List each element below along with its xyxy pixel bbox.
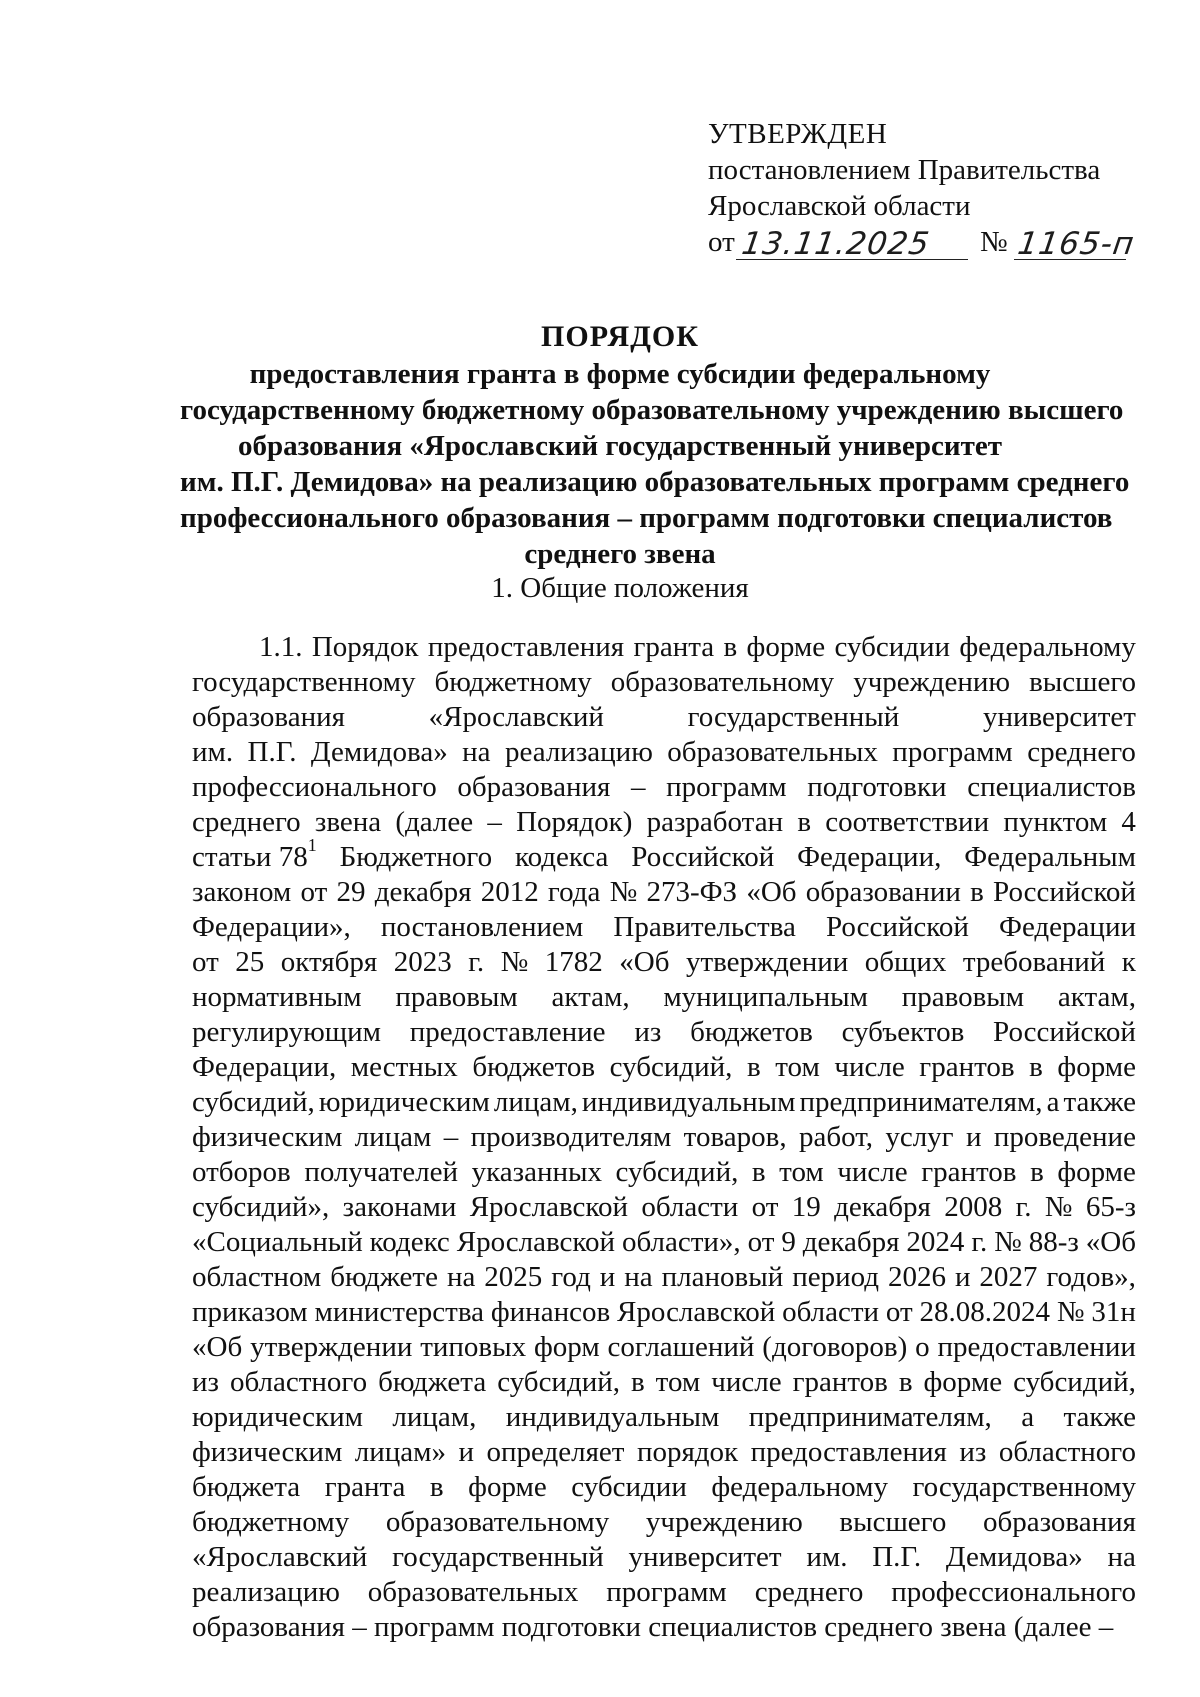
- paragraph-word: 2008: [944, 1191, 1003, 1223]
- paragraph-word: правовым: [901, 981, 1025, 1013]
- paragraph-word: высшего: [1029, 666, 1136, 698]
- paragraph-word: «Об: [1085, 1226, 1136, 1258]
- paragraph-word: (договоров): [762, 1331, 908, 1363]
- paragraph-word: от: [192, 946, 219, 978]
- paragraph-word: 273-ФЗ: [646, 876, 738, 908]
- paragraph-word: 2025: [484, 1261, 543, 1293]
- paragraph-word: государственному: [912, 1471, 1136, 1503]
- paragraph-word: г.: [1015, 1191, 1032, 1223]
- paragraph-word: среднего: [1027, 736, 1136, 768]
- paragraph-word: гранта: [633, 631, 715, 663]
- document-subtitle: [180, 356, 1130, 572]
- paragraph-word: том: [655, 1366, 701, 1398]
- paragraph-line: [192, 1575, 1136, 1610]
- paragraph-word: Ярославской: [617, 1296, 776, 1328]
- paragraph-word: из: [634, 1016, 662, 1048]
- paragraph-word: от: [300, 876, 328, 908]
- paragraph-word: а: [1021, 1401, 1035, 1433]
- paragraph-word: области»,: [621, 1226, 741, 1258]
- date-label: от: [708, 226, 735, 258]
- paragraph-word: производителям: [470, 1121, 672, 1153]
- paragraph-word: актам,: [551, 981, 630, 1013]
- paragraph-word: от: [885, 1296, 913, 1328]
- paragraph-line: [192, 980, 1136, 1015]
- approval-date-number-row: [708, 224, 1148, 264]
- paragraph-word: форме: [923, 1366, 1003, 1398]
- paragraph-word: услуг: [885, 1121, 954, 1153]
- paragraph-line: [192, 1295, 1136, 1330]
- paragraph-word: субъектов: [841, 1016, 965, 1048]
- paragraph-word: форм: [533, 1331, 600, 1363]
- paragraph-word: областном: [192, 1261, 322, 1293]
- paragraph-word: лицам: [354, 1121, 432, 1153]
- paragraph-word: профессионального: [891, 1576, 1136, 1608]
- paragraph-word: П.Г.: [872, 1541, 922, 1573]
- paragraph-word: субсидий»,: [192, 1191, 330, 1223]
- paragraph-word: –: [487, 806, 502, 838]
- paragraph-word: звена: [314, 806, 382, 838]
- paragraph-word: бюджета: [192, 1471, 301, 1503]
- approval-line-2: Ярославской области: [708, 190, 971, 222]
- subtitle-line: среднего звена: [524, 538, 716, 570]
- paragraph-line: [192, 1400, 1136, 1435]
- paragraph-word: области: [641, 1191, 739, 1223]
- paragraph-word: на: [1107, 1541, 1136, 1573]
- paragraph-word: образовательных: [667, 736, 878, 768]
- paragraph-word: приказом: [192, 1296, 308, 1328]
- paragraph-word: 65-з: [1085, 1191, 1136, 1223]
- paragraph-word: грантов: [919, 1051, 1015, 1083]
- paragraph-word: в: [429, 1471, 444, 1503]
- paragraph-word: товаров,: [683, 1121, 787, 1153]
- subtitle-line: предоставления гранта в форме субсидии федеральному: [249, 358, 991, 390]
- paragraph-word: правовым: [395, 981, 518, 1013]
- paragraph-line: [192, 1610, 1136, 1645]
- paragraph-word: Российской: [993, 876, 1136, 908]
- paragraph-word: также: [1063, 1401, 1136, 1433]
- paragraph-word: образования: [982, 1506, 1136, 1538]
- paragraph-word: числе: [711, 1366, 782, 1398]
- paragraph-word: г.: [971, 1226, 988, 1258]
- paragraph-word: в: [723, 631, 738, 663]
- paragraph-word: получателей: [304, 1156, 459, 1188]
- paragraph-word: образования – программ подготовки специалистов среднего звена (далее –: [192, 1611, 1114, 1643]
- paragraph-word: кодекс: [369, 1226, 450, 1258]
- paragraph-word: физическим: [192, 1436, 343, 1468]
- paragraph-word: в: [970, 876, 984, 908]
- paragraph-word: в: [746, 1051, 761, 1083]
- paragraph-word: год: [551, 1261, 591, 1293]
- paragraph-word: –: [630, 771, 646, 803]
- paragraph-word: Бюджетного: [339, 841, 493, 873]
- paragraph-word: «Социальный: [192, 1226, 363, 1258]
- paragraph-word: высшего: [839, 1506, 947, 1538]
- paragraph-word: подготовки: [807, 771, 947, 803]
- paragraph-word: указанных: [471, 1156, 602, 1188]
- paragraph-word: программ: [892, 736, 1013, 768]
- paragraph-word: и: [458, 1436, 474, 1468]
- paragraph-word: и: [954, 1261, 971, 1293]
- paragraph-word: Федерации: [999, 911, 1136, 943]
- paragraph-word: 88-з: [1028, 1226, 1079, 1258]
- paragraph-word: 2024: [906, 1226, 965, 1258]
- document-title: ПОРЯДОК: [541, 320, 699, 353]
- paragraph-word: 28.08.2024: [919, 1296, 1051, 1328]
- paragraph-word: утверждении: [685, 946, 849, 978]
- paragraph-word: министерства: [314, 1296, 485, 1328]
- paragraph-word: к: [1121, 946, 1136, 978]
- paragraph-line: [192, 875, 1136, 910]
- paragraph-word: плановый: [661, 1261, 784, 1293]
- paragraph-word: декабря: [834, 1191, 931, 1223]
- paragraph-word: образовательному: [385, 1506, 610, 1538]
- paragraph-word: местных: [350, 1051, 458, 1083]
- paragraph-word: субсидий,: [497, 1366, 620, 1398]
- paragraph-word: в: [1029, 1051, 1043, 1083]
- paragraph-word: актам,: [1057, 981, 1136, 1013]
- approval-line-1: постановлением Правительства: [708, 154, 1101, 186]
- paragraph-word: том: [775, 1051, 820, 1083]
- paragraph-word: Правительства: [613, 911, 796, 943]
- paragraph-word: университет: [982, 701, 1136, 733]
- paragraph-word: на: [462, 736, 491, 768]
- paragraph-word: типовых: [420, 1331, 527, 1363]
- paragraph-word: постановлением: [380, 911, 584, 943]
- paragraph-line: [192, 700, 1136, 735]
- paragraph-word: Порядок): [516, 806, 633, 838]
- paragraph-word: реализацию: [192, 1576, 340, 1608]
- paragraph-line: [192, 1050, 1136, 1085]
- paragraph-word: 25: [235, 946, 265, 978]
- paragraph-word: числе: [837, 1156, 908, 1188]
- paragraph-word: Ярославской: [469, 1191, 629, 1223]
- paragraph-line: [192, 1435, 1136, 1470]
- paragraph-line: [192, 1540, 1136, 1575]
- handwritten-number: 1165-п: [1015, 226, 1137, 262]
- paragraph-word: работ,: [798, 1121, 873, 1153]
- paragraph-line: [192, 910, 1136, 945]
- paragraph-word: №: [1044, 1191, 1073, 1223]
- subtitle-line: государственному бюджетному образовательному учреждению высшего: [180, 394, 1124, 426]
- paragraph-line: [192, 1015, 1136, 1050]
- paragraph-line: [192, 1260, 1136, 1295]
- paragraph-word: лицам,: [493, 1086, 578, 1118]
- paragraph-word: №: [500, 946, 529, 978]
- paragraph-word: законом: [192, 876, 292, 908]
- paragraph-word: грантов: [921, 1156, 1017, 1188]
- superscript-text: 1: [307, 835, 317, 856]
- paragraph-line: [192, 1190, 1136, 1225]
- paragraph-word: №: [994, 1226, 1022, 1258]
- paragraph-word: №: [1056, 1296, 1085, 1328]
- approval-stamp: [708, 116, 1148, 264]
- paragraph-word: предоставлении: [937, 1331, 1136, 1363]
- paragraph-word: Ярославской: [456, 1226, 616, 1258]
- paragraph-word: государственный: [392, 1541, 604, 1573]
- paragraph-word: Порядок: [311, 631, 419, 663]
- paragraph-word: финансов: [490, 1296, 611, 1328]
- paragraph-word: бюджетов: [472, 1051, 596, 1083]
- subtitle-line: профессионального образования – программ подготовки специалистов: [180, 502, 1113, 534]
- paragraph-word: а: [1046, 1086, 1060, 1118]
- paragraph-word: 2012: [480, 876, 539, 908]
- paragraph-word: определяет: [486, 1436, 625, 1468]
- paragraph-word: отборов: [192, 1156, 291, 1188]
- paragraph-line: [192, 1120, 1136, 1155]
- paragraph-word: период: [792, 1261, 880, 1293]
- paragraph-word: разработан: [646, 806, 784, 838]
- paragraph-word: образования: [192, 701, 345, 733]
- paragraph-word: регулирующим: [192, 1016, 381, 1048]
- paragraph-word: №: [609, 876, 638, 908]
- paragraph-word: в: [797, 806, 812, 838]
- section-title: 1. Общие положения: [491, 572, 749, 604]
- paragraph-word: субсидии: [834, 631, 951, 663]
- paragraph-word: в: [751, 1156, 766, 1188]
- paragraph-word: «Об: [746, 876, 797, 908]
- paragraph-word: юридическим: [192, 1401, 363, 1433]
- paragraph-word: бюджетов: [690, 1016, 813, 1048]
- paragraph-line: [192, 1365, 1136, 1400]
- paragraph-line: [192, 1085, 1136, 1120]
- paragraph-line: [192, 945, 1136, 980]
- paragraph-word: 2023: [393, 946, 452, 978]
- paragraph-word: форме: [746, 631, 826, 663]
- paragraph-word: декабря: [374, 876, 472, 908]
- paragraph-word: юридическим: [318, 1086, 490, 1118]
- paragraph-word: лицам»: [354, 1436, 446, 1468]
- paragraph-word: и: [599, 1261, 616, 1293]
- paragraph-word: образовательному: [610, 666, 835, 698]
- paragraph-word: утверждении: [250, 1331, 413, 1363]
- paragraph-word: бюджета: [378, 1366, 487, 1398]
- paragraph-word: числе: [834, 1051, 905, 1083]
- paragraph-word: бюджетному: [434, 666, 592, 698]
- paragraph-word: в: [898, 1366, 913, 1398]
- paragraph-word: предоставления: [427, 631, 625, 663]
- paragraph-word: Российской: [826, 911, 969, 943]
- paragraph-word: реализацию: [504, 736, 653, 768]
- paragraph-word: среднего: [192, 806, 301, 838]
- paragraph-word: федеральному: [959, 631, 1136, 663]
- paragraph-word: годов»,: [1046, 1261, 1136, 1293]
- paragraph-word: предпринимателям,: [748, 1401, 992, 1433]
- paragraph-word: среднего: [754, 1576, 864, 1608]
- paragraph-word: 1.1.: [259, 631, 303, 663]
- paragraph-word: Федерации»,: [192, 911, 351, 943]
- paragraph-word: Демидова»: [310, 736, 448, 768]
- paragraph-line: [192, 805, 1136, 840]
- paragraph-word: муниципальным: [663, 981, 868, 1013]
- paragraph-word: «Ярославский: [192, 1541, 368, 1573]
- paragraph-word: федеральному: [711, 1471, 888, 1503]
- paragraph-line: [192, 835, 1136, 875]
- paragraph-word: им.: [806, 1541, 848, 1573]
- paragraph-line: [192, 1505, 1136, 1540]
- paragraph-word: образовании: [805, 876, 961, 908]
- paragraph-word: им.: [192, 736, 234, 768]
- paragraph-word: о: [915, 1331, 930, 1363]
- paragraph-word: образовательных: [367, 1576, 579, 1608]
- paragraph-word: учреждению: [645, 1506, 803, 1538]
- paragraph-word: нормативным: [192, 981, 362, 1013]
- paragraph-word: учреждению: [853, 666, 1011, 698]
- paragraph-word: форме: [468, 1471, 547, 1503]
- paragraph-word: специалистов: [967, 771, 1136, 803]
- paragraph-word: октября: [280, 946, 378, 978]
- paragraph-word: Российской: [993, 1016, 1136, 1048]
- paragraph-word: в: [1030, 1156, 1044, 1188]
- paragraph-word: П.Г.: [247, 736, 297, 768]
- paragraph-word: кодекса: [515, 841, 609, 873]
- paragraph-word: субсидий,: [192, 1086, 315, 1118]
- paragraph-word: областного: [229, 1366, 368, 1398]
- paragraph-word: проведение: [993, 1121, 1136, 1153]
- number-label: №: [980, 226, 1008, 258]
- paragraph-word: из: [192, 1366, 219, 1398]
- paragraph-word: том: [779, 1156, 824, 1188]
- paragraph-word: соответствии: [825, 806, 990, 838]
- paragraph-word: университет: [628, 1541, 782, 1573]
- paragraph-word: гранта: [324, 1471, 406, 1503]
- paragraph-word: форме: [1057, 1156, 1136, 1188]
- paragraph-word: соглашений: [607, 1331, 755, 1363]
- paragraph-word: в: [630, 1366, 645, 1398]
- approval-title: УТВЕРЖДЕН: [708, 118, 888, 150]
- paragraph-word: пунктом: [1003, 806, 1108, 838]
- paragraph-word: физическим: [192, 1121, 343, 1153]
- paragraph-line: [192, 1470, 1136, 1505]
- paragraph-word: статьи $78^1$: [192, 835, 317, 873]
- paragraph-word: государственный: [687, 701, 900, 733]
- paragraph-word: 29: [336, 876, 366, 908]
- paragraph-word: бюджете: [330, 1261, 438, 1293]
- paragraph-word: предоставления: [750, 1436, 947, 1468]
- paragraph-word: 2027: [979, 1261, 1038, 1293]
- paragraph-word: бюджетному: [192, 1506, 350, 1538]
- paragraph-word: индивидуальным: [505, 1401, 720, 1433]
- paragraph-word: порядок: [636, 1436, 739, 1468]
- paragraph-word: предоставление: [409, 1016, 606, 1048]
- paragraph-word: субсидии: [571, 1471, 687, 1503]
- subtitle-line: им. П.Г. Демидова» на реализацию образовательных программ среднего: [180, 466, 1130, 498]
- document-heading: [180, 318, 1130, 572]
- paragraph-word: из: [959, 1436, 987, 1468]
- paragraph-line: [192, 735, 1136, 770]
- paragraph-word: 31н: [1091, 1296, 1136, 1328]
- paragraph-word: Российской: [631, 841, 775, 873]
- paragraph-word: «Об: [192, 1331, 243, 1363]
- paragraph-word: 19: [791, 1191, 821, 1223]
- paragraph-line: [192, 665, 1136, 700]
- paragraph-word: лицам,: [392, 1401, 477, 1433]
- paragraph-word: профессионального: [192, 771, 437, 803]
- paragraph-word: форме: [1057, 1051, 1136, 1083]
- paragraph-line: [192, 1330, 1136, 1365]
- paragraph-word: области: [782, 1296, 880, 1328]
- paragraph-word: декабря: [802, 1226, 900, 1258]
- paragraph-word: предпринимателям,: [799, 1086, 1043, 1118]
- paragraph-word: 4: [1121, 806, 1136, 838]
- paragraph-word: субсидий,: [609, 1051, 733, 1083]
- paragraph-word: областного: [998, 1436, 1136, 1468]
- paragraph-word: 9: [781, 1226, 796, 1258]
- paragraph-word: 2026: [887, 1261, 946, 1293]
- paragraph-line: [192, 770, 1136, 805]
- paragraph-word: законами: [342, 1191, 457, 1223]
- paragraph-word: образования: [457, 771, 611, 803]
- paragraph-line: [192, 1155, 1136, 1190]
- paragraph-word: (далее: [395, 806, 474, 838]
- paragraph-word: требований: [962, 946, 1106, 978]
- paragraph-word: программ: [666, 771, 787, 803]
- paragraph-word: Федерации,: [797, 841, 942, 873]
- paragraph-word: Федерации,: [192, 1051, 337, 1083]
- paragraph-word: «Ярославский: [428, 701, 604, 733]
- paragraph-line: [192, 1225, 1136, 1260]
- paragraph-word: субсидий,: [1013, 1366, 1136, 1398]
- paragraph-word: –: [443, 1121, 459, 1153]
- paragraph-word: «Об: [619, 946, 670, 978]
- paragraph-word: Демидова»: [945, 1541, 1083, 1573]
- paragraph-word: субсидий,: [615, 1156, 739, 1188]
- paragraph-word: на: [446, 1261, 476, 1293]
- paragraph-word: 1782: [544, 946, 603, 978]
- handwritten-date: 13.11.2025: [739, 226, 933, 262]
- subtitle-line: образования «Ярославский государственный университет: [238, 430, 1002, 462]
- paragraph-word: государственному: [192, 666, 416, 698]
- paragraph-word: Федеральным: [964, 841, 1136, 873]
- paragraph-word: общих: [864, 946, 947, 978]
- paragraph-word: от: [747, 1226, 775, 1258]
- paragraph-word: года: [547, 876, 601, 908]
- paragraph-word: также: [1063, 1086, 1136, 1118]
- paragraph-1-1: [192, 630, 1136, 1645]
- paragraph-word: г.: [468, 946, 485, 978]
- paragraph-word: грантов: [792, 1366, 888, 1398]
- paragraph-word: на: [624, 1261, 653, 1293]
- paragraph-word: и: [965, 1121, 982, 1153]
- paragraph-word: от: [751, 1191, 779, 1223]
- paragraph-line: [192, 630, 1136, 665]
- paragraph-word: программ: [606, 1576, 727, 1608]
- paragraph-word: индивидуальным: [581, 1086, 796, 1118]
